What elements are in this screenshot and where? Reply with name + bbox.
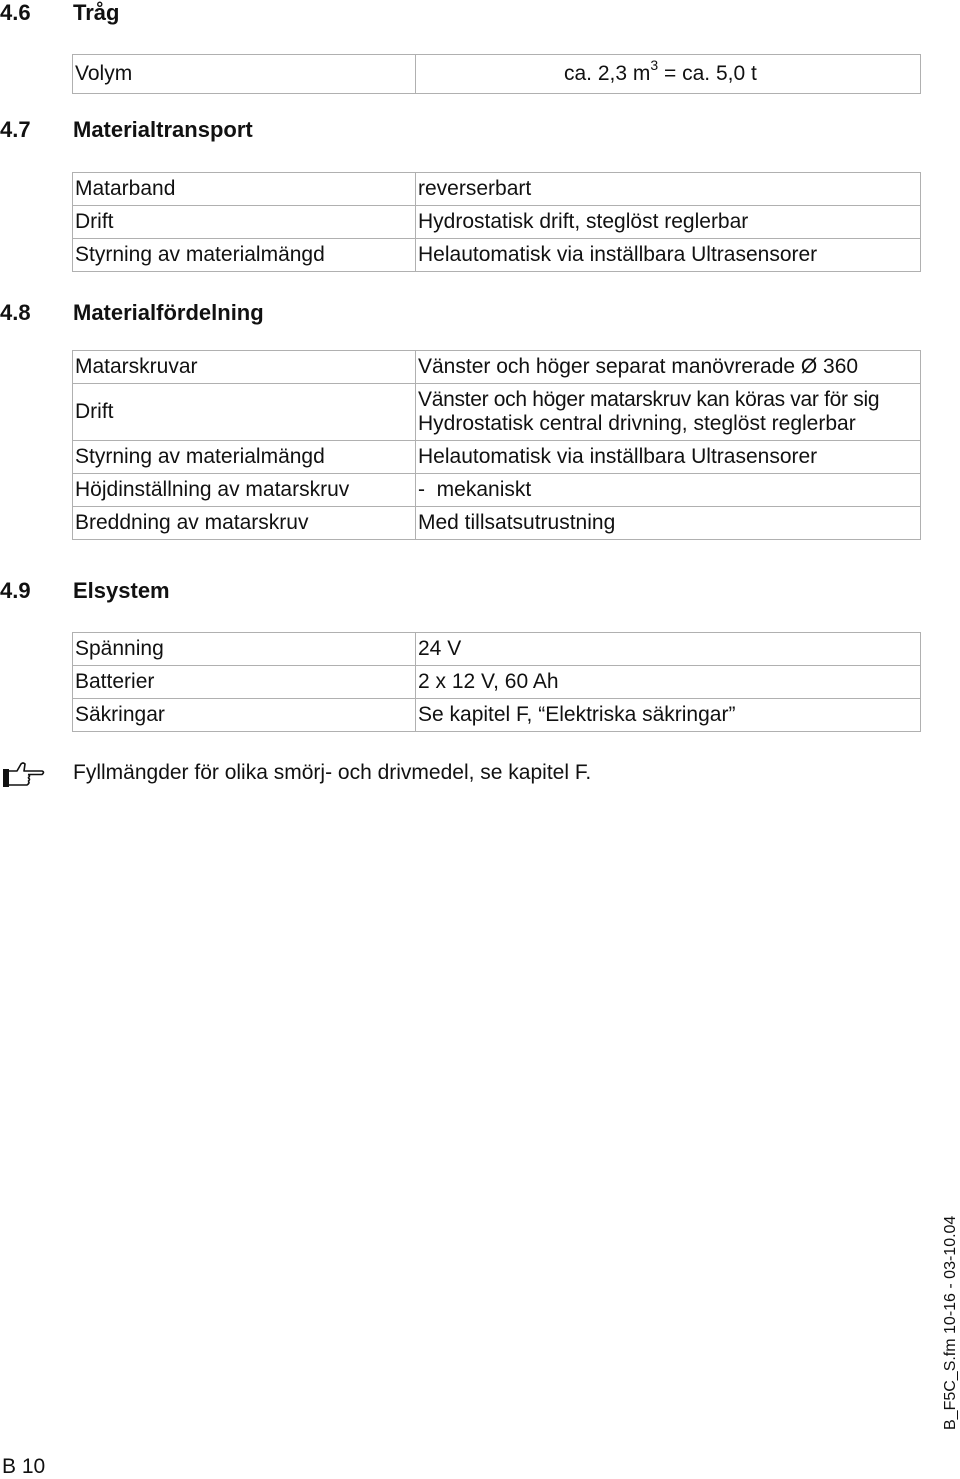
trag-table: [72, 54, 921, 94]
pointing-hand-icon: [2, 760, 46, 790]
table-row: [73, 507, 921, 540]
table-row: [73, 699, 921, 732]
volume-exponent: 3: [650, 57, 659, 73]
drive-line-2: Hydrostatisk central drivning, steglöst reglerbar: [418, 412, 856, 435]
section-title: Tråg: [73, 0, 120, 25]
row-label: Spänning: [73, 633, 416, 666]
row-label: Breddning av matarskruv: [73, 507, 416, 540]
table-row: [73, 633, 921, 666]
row-value: 24 V: [416, 633, 921, 666]
section-number: 4.8: [0, 300, 31, 325]
row-value: Vänster och höger separat manövrerade Ø 360: [416, 351, 921, 384]
section-4-8-heading: [0, 300, 264, 326]
row-value: reverserbart: [416, 173, 921, 206]
table-row: [73, 474, 921, 507]
volume-value: ca. 2,3 m: [564, 62, 651, 85]
row-value: - mekaniskt: [416, 474, 921, 507]
table-row: [73, 173, 921, 206]
row-label: Batterier: [73, 666, 416, 699]
table-row: [73, 55, 921, 94]
row-value: Helautomatisk via inställbara Ultrasensorer: [416, 441, 921, 474]
section-number: 4.9: [0, 578, 31, 603]
page-number: B 10: [2, 1455, 46, 1478]
row-value: Se kapitel F, “Elektriska säkringar”: [416, 699, 921, 732]
drive-line-1: Vänster och höger matarskruv kan köras var för sig: [418, 388, 880, 411]
elsystem-table: [72, 632, 921, 732]
row-label: Drift: [73, 206, 416, 239]
table-row: [73, 666, 921, 699]
section-title: Materialfördelning: [73, 300, 264, 325]
materialfordelning-table: [72, 350, 921, 540]
section-title: Materialtransport: [73, 117, 253, 142]
table-row: [73, 206, 921, 239]
section-title: Elsystem: [73, 578, 170, 603]
note-text: Fyllmängder för olika smörj- och drivmedel, se kapitel F.: [73, 761, 592, 784]
row-label: Höjdinställning av matarskruv: [73, 474, 416, 507]
row-value: Hydrostatisk drift, steglöst reglerbar: [416, 206, 921, 239]
row-label: Matarband: [73, 173, 416, 206]
table-row: [73, 441, 921, 474]
row-label: Säkringar: [73, 699, 416, 732]
materialtransport-table: [72, 172, 921, 272]
row-label: Styrning av materialmängd: [73, 441, 416, 474]
row-label: Drift: [73, 384, 416, 441]
file-reference: B_F5C_S.fm 10-16 - 03-10.04: [942, 1215, 959, 1430]
row-label: Volym: [73, 55, 416, 94]
weight-value: = ca. 5,0 t: [658, 62, 757, 85]
table-row: [73, 351, 921, 384]
row-value: Helautomatisk via inställbara Ultrasensorer: [416, 239, 921, 272]
section-4-7-heading: [0, 117, 253, 143]
row-label: Styrning av materialmängd: [73, 239, 416, 272]
section-4-6-heading: [0, 0, 119, 26]
row-value: 2 x 12 V, 60 Ah: [416, 666, 921, 699]
row-value: [416, 384, 921, 441]
table-row: [73, 239, 921, 272]
row-label: Matarskruvar: [73, 351, 416, 384]
table-row: [73, 384, 921, 441]
row-value: [416, 55, 921, 94]
section-number: 4.7: [0, 117, 31, 142]
section-4-9-heading: [0, 578, 170, 604]
section-number: 4.6: [0, 0, 31, 25]
row-value: Med tillsatsutrustning: [416, 507, 921, 540]
